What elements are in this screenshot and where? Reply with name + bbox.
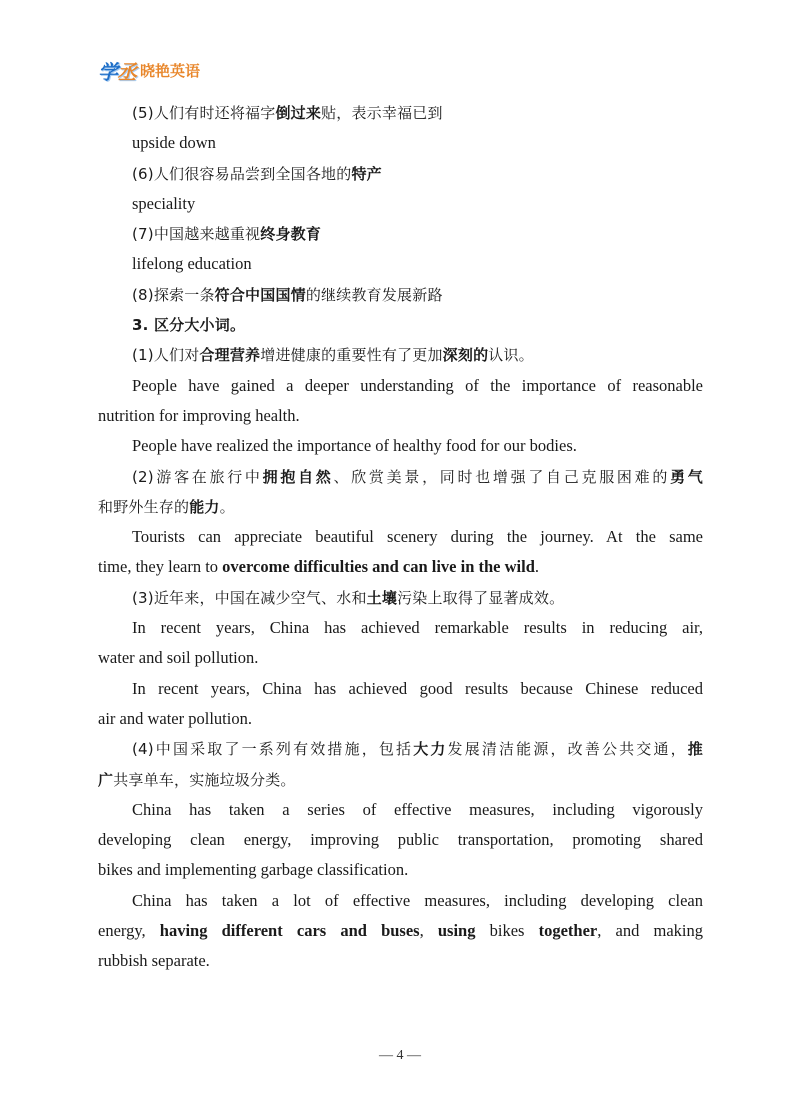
text-line: energy, having different cars and buses, using bikes together, and making xyxy=(98,921,703,941)
text-line: (4)中国采取了一系列有效措施，包括大力发展清洁能源，改善公共交通，推 xyxy=(132,740,703,759)
document-body xyxy=(98,98,703,977)
text-line: bikes and implementing garbage classification. xyxy=(98,860,409,880)
brand-name: 晓艳英语 xyxy=(140,61,201,80)
text-line: (3)近年来，中国在减少空气、水和土壤污染上取得了显著成效。 xyxy=(132,588,565,607)
text-line: (6)人们很容易品尝到全国各地的特产 xyxy=(132,164,382,183)
text-line: China has taken a series of effective measures, including vigorously xyxy=(132,799,703,819)
text-line: rubbish separate. xyxy=(98,951,210,971)
text-line: water and soil pollution. xyxy=(98,648,259,668)
text-line: air and water pollution. xyxy=(98,708,252,728)
text-line: developing clean energy, improving public transportation, promoting shared xyxy=(98,830,703,850)
text-line: People have realized the importance of healthy food for our bodies. xyxy=(132,436,577,456)
text-line: upside down xyxy=(132,133,216,153)
text-line: speciality xyxy=(132,193,196,213)
text-line: time, they learn to overcome difficulties and can live in the wild. xyxy=(98,557,540,577)
text-line: In recent years, China has achieved remarkable results in reducing air, xyxy=(132,618,703,638)
text-line: 和野外生存的能力。 xyxy=(98,497,235,516)
text-line: (2)游客在旅行中拥抱自然、欣赏美景，同时也增强了自己克服困难的勇气 xyxy=(132,467,703,486)
page-number: — 4 — xyxy=(379,1048,421,1063)
text-line: lifelong education xyxy=(132,254,252,274)
logo-icon: 学丞 xyxy=(98,59,136,84)
text-line: Tourists can appreciate beautiful scenery during the journey. At the same xyxy=(132,527,703,547)
text-line: (8)探索一条符合中国国情的继续教育发展新路 xyxy=(132,285,443,304)
text-line: People have gained a deeper understanding of the importance of reasonable xyxy=(132,375,703,395)
section-heading: 3. 区分大小词。 xyxy=(132,316,246,335)
text-line: In recent years, China has achieved good results because Chinese reduced xyxy=(132,678,703,698)
text-line: (7)中国越来越重视终身教育 xyxy=(132,225,322,244)
text-line: 广共享单车，实施垃圾分类。 xyxy=(98,770,296,789)
text-line: (1)人们对合理营养增进健康的重要性有了更加深刻的认识。 xyxy=(132,346,534,365)
text-line: China has taken a lot of effective measures, including developing clean xyxy=(132,890,703,910)
text-line: nutrition for improving health. xyxy=(98,405,300,425)
brand-header xyxy=(98,56,200,84)
text-line: (5)人们有时还将福字倒过来贴，表示幸福已到 xyxy=(132,104,443,122)
